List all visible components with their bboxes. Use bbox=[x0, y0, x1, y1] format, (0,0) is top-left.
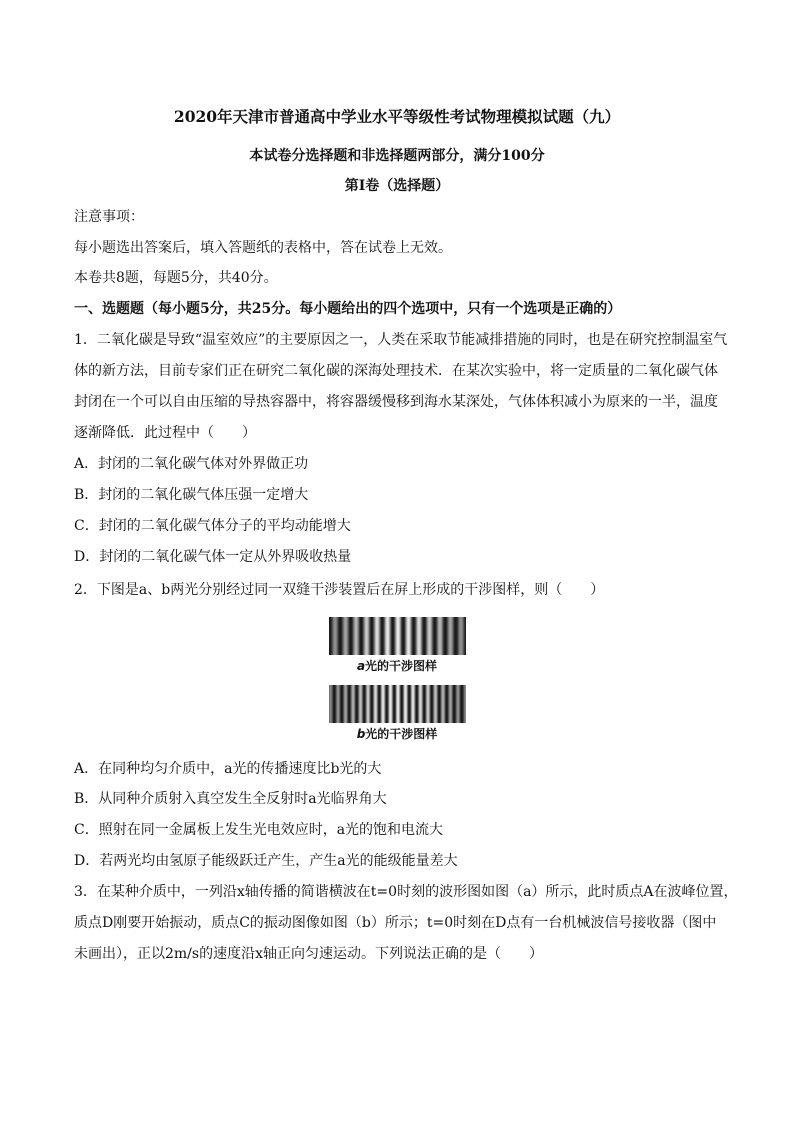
q1-stem-line-2: 体的新方法，目前专家们正在研究二氧化碳的深海处理技术．在某次实验中，将一定质量的二氧化碳气体 bbox=[74, 363, 718, 379]
caption-b-text: 光的干涉图样 bbox=[365, 727, 438, 741]
q2-option-b: B．从同种介质射入真空发生全反射时a光临界角大 bbox=[74, 791, 387, 807]
fringe-pattern-a bbox=[329, 617, 466, 655]
q1-stem-line-1: 1．二氧化碳是导致“温室效应”的主要原因之一，人类在采取节能减排措施的同时，也是在研究控制温室气 bbox=[74, 332, 728, 348]
notice-line-2: 本卷共8题，每题5分，共40分。 bbox=[74, 270, 278, 286]
volume-heading: 第Ⅰ卷（选择题） bbox=[344, 178, 450, 194]
q2-option-d: D．若两光均由氢原子能级跃迁产生，产生a光的能级能量差大 bbox=[74, 853, 458, 869]
notice-heading: 注意事项： bbox=[74, 209, 144, 225]
fringe-a-stripe bbox=[465, 617, 466, 655]
q1-option-d: D．封闭的二氧化碳气体一定从外界吸收热量 bbox=[74, 549, 352, 565]
q2-option-c: C．照射在同一金属板上发生光电效应时，a光的饱和电流大 bbox=[74, 822, 444, 838]
q1-option-b: B．封闭的二氧化碳气体压强一定增大 bbox=[74, 487, 309, 503]
exam-subtitle: 本试卷分选择题和非选择题两部分，满分100分 bbox=[249, 148, 545, 164]
notice-line-1: 每小题选出答案后，填入答题纸的表格中，答在试卷上无效。 bbox=[74, 240, 452, 256]
caption-a-letter: a bbox=[356, 659, 366, 673]
q1-stem-line-4: 逐渐降低．此过程中（ ） bbox=[74, 425, 256, 441]
fringe-caption-b bbox=[0, 725, 794, 742]
q1-option-a: A．封闭的二氧化碳气体对外界做正功 bbox=[74, 456, 309, 472]
q2-option-a: A．在同种均匀介质中，a光的传播速度比b光的大 bbox=[74, 761, 382, 777]
q3-stem-line-2: 质点D刚要开始振动，质点C的振动图像如图（b）所示；t=0时刻在D点有一台机械波信号接收器（图中 bbox=[74, 915, 717, 931]
q1-option-c: C．封闭的二氧化碳气体分子的平均动能增大 bbox=[74, 518, 351, 534]
section-heading: 一、选题题（每小题5分，共25分。每小题给出的四个选项中，只有一个选项是正确的） bbox=[74, 301, 622, 317]
exam-title: 2020年天津市普通高中学业水平等级性考试物理模拟试题（九） bbox=[173, 107, 621, 126]
fringe-pattern-b bbox=[329, 685, 466, 723]
q1-stem-line-3: 封闭在一个可以自由压缩的导热容器中，将容器缓慢移到海水某深处，气体体积减小为原来的一半，温度 bbox=[74, 394, 718, 410]
q2-stem: 2．下图是a、b两光分别经过同一双缝干涉装置后在屏上形成的干涉图样，则（ ） bbox=[74, 582, 605, 598]
caption-a-text: 光的干涉图样 bbox=[365, 659, 438, 673]
q3-stem-line-3: 未画出），正以2m/s的速度沿x轴正向匀速运动。下列说法正确的是（ ） bbox=[74, 946, 543, 962]
q3-stem-line-1: 3．在某种介质中，一列沿x轴传播的简谐横波在t=0时刻的波形图如图（a）所示，此时质点A在波峰位置， bbox=[74, 884, 738, 900]
fringe-b-stripe bbox=[465, 685, 466, 723]
caption-b-letter: b bbox=[356, 727, 366, 741]
fringe-caption-a bbox=[0, 657, 794, 674]
